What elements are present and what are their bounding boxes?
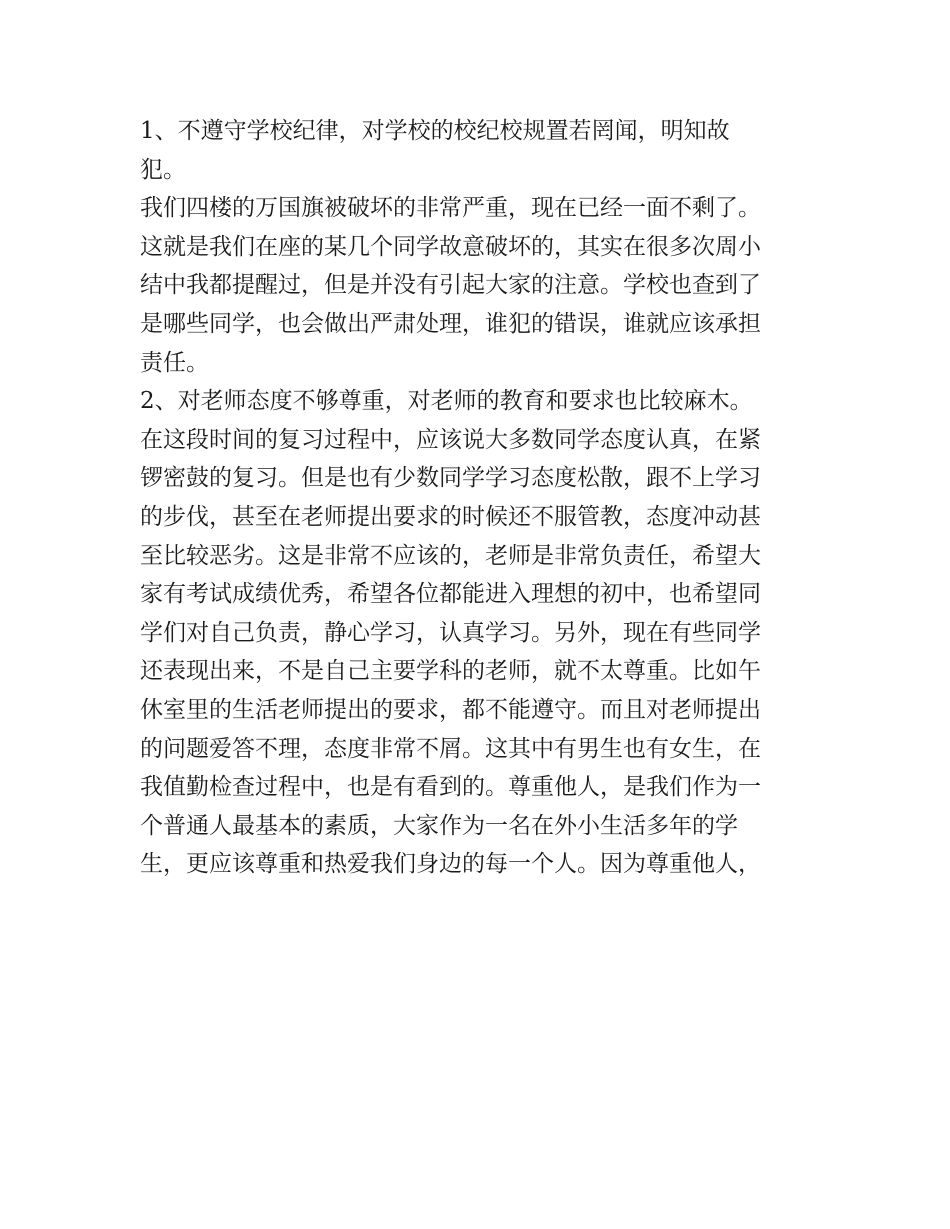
text-line-9: 在这段时间的复习过程中，应该说大多数同学态度认真，在紧 <box>140 426 761 453</box>
text-line-6: 是哪些同学，也会做出严肃处理，谁犯的错误，谁就应该承担 <box>140 310 761 337</box>
text-line-12: 至比较恶劣。这是非常不应该的，老师是非常负责任，希望大 <box>140 542 761 569</box>
text-line-10: 锣密鼓的复习。但是也有少数同学学习态度松散，跟不上学习 <box>140 465 761 492</box>
text-line-5: 结中我都提醒过，但是并没有引起大家的注意。学校也查到了 <box>140 272 761 299</box>
text-line-20: 生，更应该尊重和热爱我们身边的每一个人。因为尊重他人， <box>140 851 761 878</box>
text-line-17: 的问题爱答不理，态度非常不屑。这其中有男生也有女生，在 <box>140 735 761 762</box>
text-line-14: 学们对自己负责，静心学习，认真学习。另外，现在有些同学 <box>140 619 761 646</box>
text-line-3: 我们四楼的万国旗被破坏的非常严重，现在已经一面不剩了。 <box>140 195 761 222</box>
text-line-4: 这就是我们在座的某几个同学故意破坏的，其实在很多次周小 <box>140 233 761 260</box>
text-line-7: 责任。 <box>140 349 209 376</box>
text-line-11: 的步伐，甚至在老师提出要求的时候还不服管教，态度冲动甚 <box>140 503 761 530</box>
document-body <box>140 112 820 884</box>
text-line-16: 休室里的生活老师提出的要求，都不能遵守。而且对老师提出 <box>140 696 761 723</box>
text-line-19: 个普通人最基本的素质，大家作为一名在外小生活多年的学 <box>140 812 738 839</box>
text-line-13: 家有考试成绩优秀，希望各位都能进入理想的初中，也希望同 <box>140 581 761 608</box>
text-line-1: 1、不遵守学校纪律，对学校的校纪校规置若罔闻，明知故 <box>140 118 730 144</box>
text-line-18: 我值勤检查过程中，也是有看到的。尊重他人，是我们作为一 <box>140 774 761 801</box>
text-line-15: 还表现出来，不是自己主要学科的老师，就不太尊重。比如午 <box>140 658 761 685</box>
text-line-8: 2、对老师态度不够尊重，对老师的教育和要求也比较麻木。 <box>140 388 753 415</box>
text-line-2: 犯。 <box>140 156 186 183</box>
